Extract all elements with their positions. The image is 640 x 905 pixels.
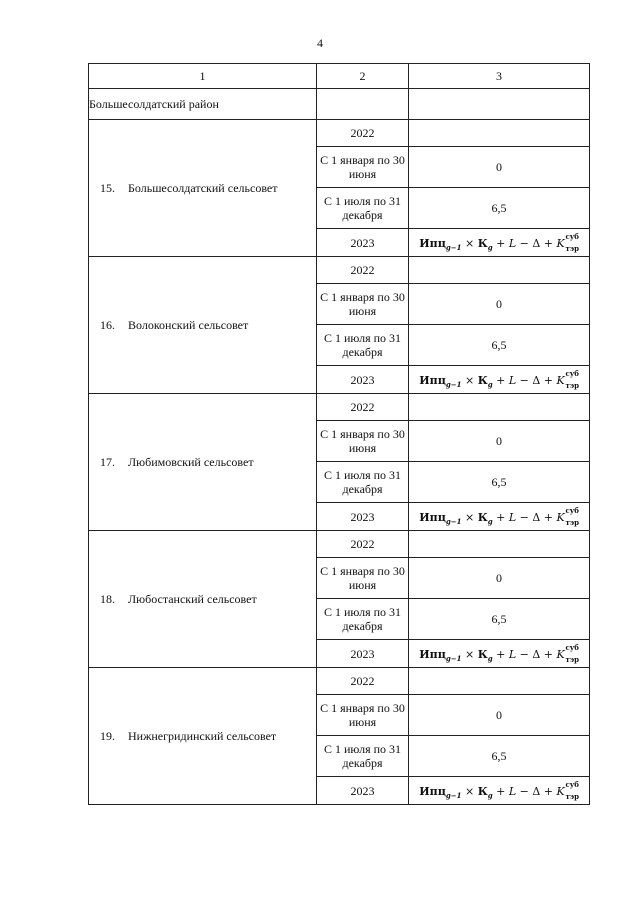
- settlement-cell: [89, 668, 317, 805]
- settlement-name: Нижнегридинский сельсовет: [128, 728, 277, 743]
- formula-main-sub: g−1: [445, 654, 462, 664]
- formula-minus-delta: − Δ +: [516, 647, 557, 661]
- formula-k2-sub: тэр: [565, 243, 580, 253]
- value-cell: [409, 257, 590, 284]
- period-cell: С 1 января по 30 июня: [317, 284, 409, 325]
- formula-times: ×: [464, 784, 475, 798]
- period-cell: С 1 июля по 31 декабря: [317, 325, 409, 366]
- formula-l: L: [508, 373, 517, 387]
- table-body: [89, 64, 590, 805]
- settlement-number: 19.: [100, 728, 115, 743]
- formula-k-sub: g: [487, 380, 493, 390]
- value-cell: [409, 503, 590, 531]
- formula-main-sub: g−1: [445, 517, 462, 527]
- district-row: [89, 89, 590, 120]
- value-cell: [409, 120, 590, 147]
- value-cell: [409, 640, 590, 668]
- formula-k-sub: g: [487, 517, 493, 527]
- settlement-cell: [89, 531, 317, 668]
- formula-k: К: [477, 236, 488, 250]
- formula-k2-sub: тэр: [565, 517, 580, 527]
- formula-k: К: [477, 784, 488, 798]
- formula-k-ter: [556, 642, 580, 664]
- formula-k2-sub: тэр: [565, 791, 580, 801]
- formula-k-ter: [556, 779, 580, 801]
- period-cell: С 1 июля по 31 декабря: [317, 736, 409, 777]
- formula: [419, 781, 578, 800]
- formula: [419, 233, 578, 252]
- settlement-number: 15.: [100, 180, 115, 195]
- value-cell: [409, 229, 590, 257]
- value-cell: [409, 284, 590, 325]
- formula-main: Ипц: [419, 647, 446, 661]
- settlement-number: 16.: [100, 317, 115, 332]
- value-cell: [409, 147, 590, 188]
- formula-l: L: [508, 236, 517, 250]
- period-cell: 2023: [317, 229, 409, 257]
- settlement-name: Любостанский сельсовет: [128, 591, 257, 606]
- formula-k2-sup: суб: [565, 231, 579, 241]
- value-cell: [409, 558, 590, 599]
- formula-k2: K: [556, 373, 565, 387]
- formula-k2: K: [556, 647, 565, 661]
- formula-main: Ипц: [419, 236, 446, 250]
- formula-k2-sup: суб: [565, 642, 579, 652]
- formula-main: Ипц: [419, 784, 446, 798]
- value-text: 0: [496, 570, 502, 585]
- value-cell: [409, 668, 590, 695]
- period-cell: 2022: [317, 668, 409, 695]
- formula-times: ×: [464, 647, 475, 661]
- period-cell: С 1 января по 30 июня: [317, 421, 409, 462]
- header-row: [89, 64, 590, 89]
- value-text: 6,5: [491, 611, 507, 626]
- value-cell: [409, 188, 590, 229]
- value-cell: [409, 531, 590, 558]
- settlement-number: 18.: [100, 591, 115, 606]
- value-cell: [409, 325, 590, 366]
- formula-main-sub: g−1: [445, 791, 462, 801]
- period-cell: 2022: [317, 257, 409, 284]
- formula: [419, 507, 578, 526]
- formula-l: L: [508, 647, 517, 661]
- period-cell: С 1 января по 30 июня: [317, 147, 409, 188]
- value-cell: [409, 421, 590, 462]
- formula-times: ×: [464, 373, 475, 387]
- value-cell: [409, 599, 590, 640]
- formula-k: К: [477, 510, 488, 524]
- table-row: [89, 531, 590, 558]
- value-text: 6,5: [491, 337, 507, 352]
- period-cell: С 1 января по 30 июня: [317, 558, 409, 599]
- formula: [419, 644, 578, 663]
- formula-main-sub: g−1: [445, 243, 462, 253]
- period-cell: С 1 июля по 31 декабря: [317, 599, 409, 640]
- value-text: 6,5: [491, 748, 507, 763]
- formula: [419, 370, 578, 389]
- settlement-name: Любимовский сельсовет: [128, 454, 254, 469]
- formula-plus: +: [496, 647, 509, 661]
- value-text: 6,5: [491, 474, 507, 489]
- formula-l: L: [508, 510, 517, 524]
- formula-k-ter: [556, 505, 580, 527]
- formula-main-sub: g−1: [445, 380, 462, 390]
- formula-plus: +: [496, 236, 509, 250]
- formula-k2: K: [556, 236, 565, 250]
- tariff-table: [88, 63, 590, 805]
- formula-k2: K: [556, 510, 565, 524]
- table-row: [89, 257, 590, 284]
- value-text: 0: [496, 159, 502, 174]
- formula-k-ter: [556, 231, 580, 253]
- settlement-cell: [89, 257, 317, 394]
- formula-k2-sub: тэр: [565, 380, 580, 390]
- formula-k2-sup: суб: [565, 368, 579, 378]
- settlement-name: Волоконский сельсовет: [128, 317, 249, 332]
- value-cell: [409, 695, 590, 736]
- period-cell: С 1 января по 30 июня: [317, 695, 409, 736]
- formula-minus-delta: − Δ +: [516, 510, 557, 524]
- period-cell: 2023: [317, 366, 409, 394]
- formula-times: ×: [464, 236, 475, 250]
- formula-k: К: [477, 373, 488, 387]
- formula-k-sub: g: [487, 791, 493, 801]
- value-text: 6,5: [491, 200, 507, 215]
- settlement-cell: [89, 120, 317, 257]
- formula-minus-delta: − Δ +: [516, 236, 557, 250]
- period-cell: С 1 июля по 31 декабря: [317, 188, 409, 229]
- formula-minus-delta: − Δ +: [516, 784, 557, 798]
- page-number: 4: [317, 36, 323, 50]
- formula-k2: K: [556, 784, 565, 798]
- period-cell: 2023: [317, 777, 409, 805]
- value-text: 0: [496, 707, 502, 722]
- table-row: [89, 120, 590, 147]
- value-cell: [409, 462, 590, 503]
- value-text: 0: [496, 433, 502, 448]
- formula-plus: +: [496, 373, 509, 387]
- formula-k-sub: g: [487, 654, 493, 664]
- value-cell: [409, 777, 590, 805]
- table-row: [89, 668, 590, 695]
- formula-k2-sub: тэр: [565, 654, 580, 664]
- period-cell: 2022: [317, 120, 409, 147]
- formula-main: Ипц: [419, 510, 446, 524]
- period-cell: 2022: [317, 531, 409, 558]
- district-empty-cell-2: [317, 89, 409, 120]
- settlement-number: 17.: [100, 454, 115, 469]
- period-cell: 2023: [317, 503, 409, 531]
- district-empty-cell-3: [409, 89, 590, 120]
- header-col-3: 3: [409, 64, 590, 89]
- value-cell: [409, 736, 590, 777]
- formula-k: К: [477, 647, 488, 661]
- header-col-1: 1: [89, 64, 317, 89]
- formula-k2-sup: суб: [565, 505, 579, 515]
- value-cell: [409, 394, 590, 421]
- formula-plus: +: [496, 510, 509, 524]
- table-row: [89, 394, 590, 421]
- formula-k-ter: [556, 368, 580, 390]
- value-text: 0: [496, 296, 502, 311]
- header-col-2: 2: [317, 64, 409, 89]
- formula-plus: +: [496, 784, 509, 798]
- settlement-name: Большесолдатский сельсовет: [128, 180, 278, 195]
- district-name: Большесолдатский район: [89, 89, 317, 120]
- period-cell: 2022: [317, 394, 409, 421]
- formula-k2-sup: суб: [565, 779, 579, 789]
- formula-l: L: [508, 784, 517, 798]
- period-cell: С 1 июля по 31 декабря: [317, 462, 409, 503]
- settlement-cell: [89, 394, 317, 531]
- period-cell: 2023: [317, 640, 409, 668]
- formula-times: ×: [464, 510, 475, 524]
- formula-minus-delta: − Δ +: [516, 373, 557, 387]
- formula-main: Ипц: [419, 373, 446, 387]
- formula-k-sub: g: [487, 243, 493, 253]
- value-cell: [409, 366, 590, 394]
